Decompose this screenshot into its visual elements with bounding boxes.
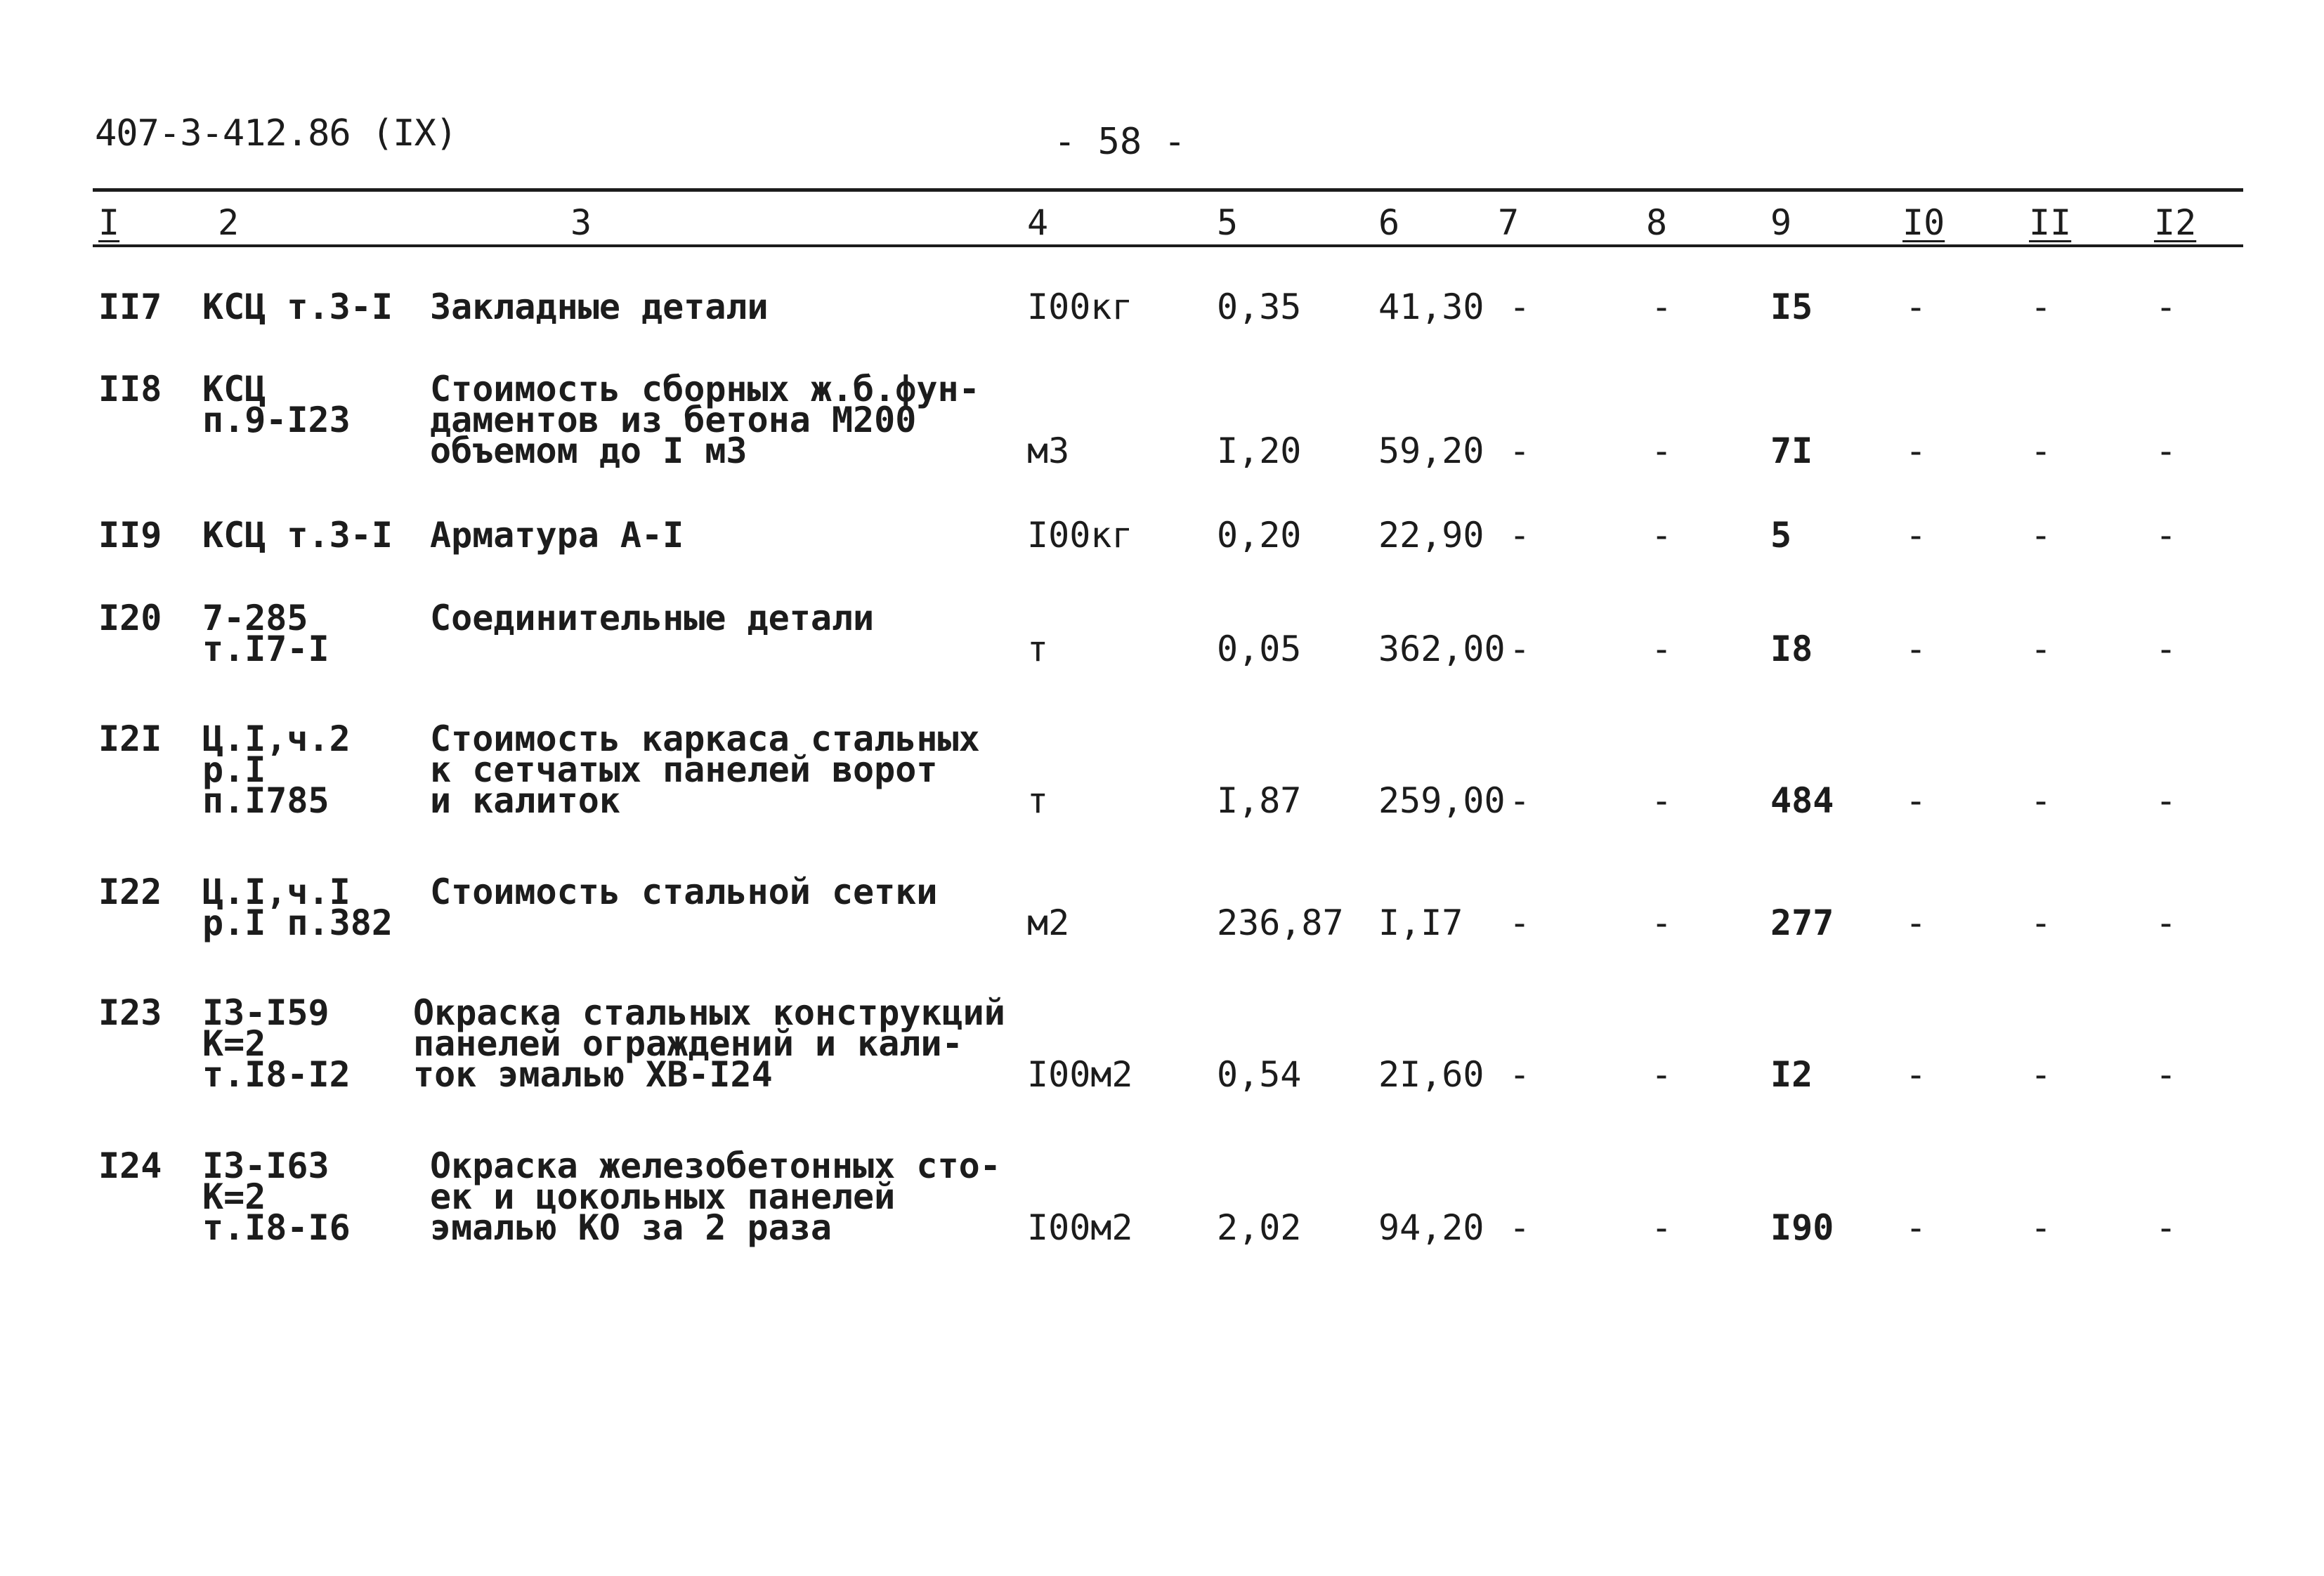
quantity: 236,87 [1217, 902, 1344, 943]
price-ref: I3-I59 К=2 т.I8-I2 [202, 992, 351, 1095]
col-num-5: 5 [1217, 202, 1239, 243]
quantity: 2,02 [1217, 1207, 1302, 1248]
col-8-value: - [1651, 780, 1673, 821]
col-8-value: - [1651, 1207, 1673, 1248]
col-7-value: - [1509, 1207, 1531, 1248]
col-12-value: - [2155, 902, 2177, 943]
col-11-value: - [2030, 1207, 2052, 1248]
work-description: Закладные детали [430, 287, 769, 327]
work-description: Соединительные детали [430, 598, 875, 638]
col-12-value: - [2155, 431, 2177, 471]
col-12-value: - [2155, 515, 2177, 556]
col-7-value: - [1509, 902, 1531, 943]
price-ref: I3-I63 К=2 т.I8-I6 [202, 1145, 351, 1248]
row-number: II9 [98, 515, 162, 556]
quantity: 0,35 [1217, 287, 1302, 327]
work-description: Стоимость стальной сетки [430, 872, 938, 912]
col-8-value: - [1651, 902, 1673, 943]
row-number: I23 [98, 992, 162, 1033]
col-7-value: - [1509, 515, 1531, 556]
col-12-value: - [2155, 1207, 2177, 1248]
unit-price: 94,20 [1378, 1207, 1484, 1248]
col-8-value: - [1651, 431, 1673, 471]
price-ref: Ц.I,ч.I р.I п.382 [202, 872, 393, 943]
col-11-value: - [2030, 780, 2052, 821]
unit: м2 [1027, 902, 1070, 943]
page-number: - 58 - [1054, 121, 1186, 163]
unit: т [1027, 780, 1049, 821]
unit-price: 59,20 [1378, 431, 1484, 471]
col-8-value: - [1651, 515, 1673, 556]
col-8-value: - [1651, 629, 1673, 669]
col-11-value: - [2030, 287, 2052, 327]
col-12-value: - [2155, 1054, 2177, 1095]
unit: I00кг [1027, 287, 1133, 327]
col-10-value: - [1905, 902, 1927, 943]
col-8-value: - [1651, 287, 1673, 327]
cost-total: I90 [1770, 1207, 1834, 1248]
unit: I00м2 [1027, 1207, 1133, 1248]
cost-total: 5 [1770, 515, 1792, 556]
price-ref: КСЦ п.9-I23 [202, 369, 351, 440]
cost-total: 277 [1770, 902, 1834, 943]
col-num-4: 4 [1027, 202, 1049, 243]
quantity: I,87 [1217, 780, 1302, 821]
unit-price: 22,90 [1378, 515, 1484, 556]
col-num-10: I0 [1902, 202, 1945, 243]
unit-price: 259,00 [1378, 780, 1506, 821]
work-description: Окраска стальных конструкций панелей ограждений и кали- ток эмалью ХВ-I24 [413, 992, 1005, 1095]
col-11-value: - [2030, 1054, 2052, 1095]
col-num-12: I2 [2154, 202, 2197, 243]
col-11-value: - [2030, 902, 2052, 943]
header-rule-bottom [93, 244, 2243, 247]
unit: I00м2 [1027, 1054, 1133, 1095]
col-8-value: - [1651, 1054, 1673, 1095]
cost-total: 7I [1770, 431, 1813, 471]
col-12-value: - [2155, 287, 2177, 327]
unit-price: 41,30 [1378, 287, 1484, 327]
col-10-value: - [1905, 431, 1927, 471]
work-description: Стоимость сборных ж.б.фун- даментов из бетона М200 объемом до I м3 [430, 369, 980, 471]
col-11-value: - [2030, 515, 2052, 556]
col-10-value: - [1905, 1054, 1927, 1095]
unit-price: 362,00 [1378, 629, 1506, 669]
col-num-1: I [98, 202, 120, 243]
cost-total: I8 [1770, 629, 1813, 669]
col-10-value: - [1905, 629, 1927, 669]
col-7-value: - [1509, 1054, 1531, 1095]
col-11-value: - [2030, 431, 2052, 471]
row-number: I2I [98, 718, 162, 759]
unit: I00кг [1027, 515, 1133, 556]
col-10-value: - [1905, 1207, 1927, 1248]
col-num-11: II [2029, 202, 2072, 243]
col-num-9: 9 [1770, 202, 1792, 243]
unit: м3 [1027, 431, 1070, 471]
col-num-7: 7 [1498, 202, 1520, 243]
row-number: I24 [98, 1145, 162, 1186]
quantity: 0,05 [1217, 629, 1302, 669]
col-7-value: - [1509, 629, 1531, 669]
col-10-value: - [1905, 515, 1927, 556]
unit-price: I,I7 [1378, 902, 1463, 943]
col-12-value: - [2155, 629, 2177, 669]
work-description: Стоимость каркаса стальных к сетчатых панелей ворот и калиток [430, 718, 980, 821]
col-num-3: 3 [570, 202, 592, 243]
col-7-value: - [1509, 431, 1531, 471]
col-12-value: - [2155, 780, 2177, 821]
col-num-2: 2 [218, 202, 240, 243]
col-10-value: - [1905, 287, 1927, 327]
work-description: Арматура А-I [430, 515, 684, 556]
quantity: 0,20 [1217, 515, 1302, 556]
unit-price: 2I,60 [1378, 1054, 1484, 1095]
col-7-value: - [1509, 780, 1531, 821]
price-ref: КСЦ т.3-I [202, 287, 393, 327]
col-11-value: - [2030, 629, 2052, 669]
row-number: II7 [98, 287, 162, 327]
price-ref: Ц.I,ч.2 р.I п.I785 [202, 718, 351, 821]
price-ref: КСЦ т.3-I [202, 515, 393, 556]
cost-total: I2 [1770, 1054, 1813, 1095]
col-num-8: 8 [1646, 202, 1668, 243]
col-7-value: - [1509, 287, 1531, 327]
unit: т [1027, 629, 1049, 669]
cost-total: 484 [1770, 780, 1834, 821]
quantity: 0,54 [1217, 1054, 1302, 1095]
work-description: Окраска железобетонных сто- ек и цокольных панелей эмалью КО за 2 раза [430, 1145, 1001, 1248]
quantity: I,20 [1217, 431, 1302, 471]
header-rule-top [93, 188, 2243, 192]
price-ref: 7-285 т.I7-I [202, 598, 329, 669]
cost-total: I5 [1770, 287, 1813, 327]
col-10-value: - [1905, 780, 1927, 821]
row-number: I20 [98, 598, 162, 638]
col-num-6: 6 [1378, 202, 1400, 243]
row-number: II8 [98, 369, 162, 409]
document-header-code: 407-3-412.86 (IX) [95, 112, 457, 155]
row-number: I22 [98, 872, 162, 912]
